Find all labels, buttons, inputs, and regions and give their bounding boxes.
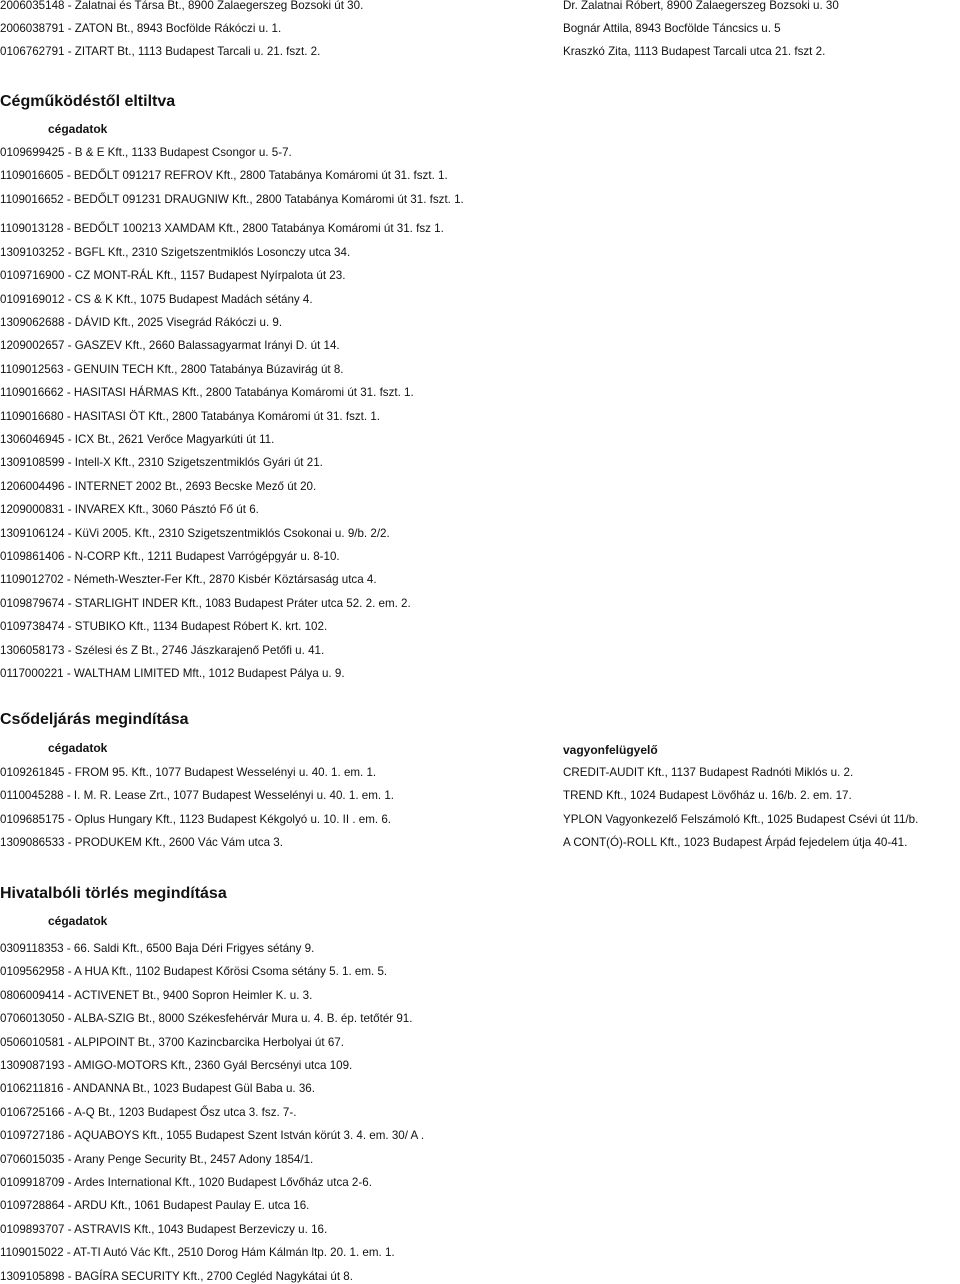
list-item: 0109738474 - STUBIKO Kft., 1134 Budapest Róbert K. krt. 102.: [0, 620, 328, 634]
list-item: 0106725166 - A-Q Bt., 1203 Budapest Ősz utca 3. fsz. 7-.: [0, 1105, 297, 1119]
list-item: 1309106124 - KüVi 2005. Kft., 2310 Szigetszentmiklós Csokonai u. 9/b. 2/2.: [0, 526, 390, 540]
representative-entry: Dr. Zalatnai Róbert, 8900 Zalaegerszeg Bozsoki u. 30: [563, 0, 839, 12]
company-entry: 0109261845 - FROM 95. Kft., 1077 Budapest Wesselényi u. 40. 1. em. 1.: [0, 766, 377, 779]
trustee-entry: CREDIT-AUDIT Kft., 1137 Budapest Radnóti Miklós u. 2.: [563, 766, 854, 779]
list-item: 0109699425 - B & E Kft., 1133 Budapest Csongor u. 5-7.: [0, 146, 292, 159]
list-item: 0706015035 - Arany Penge Security Bt., 2457 Adony 1854/1.: [0, 1152, 314, 1166]
company-entry: 0109685175 - Oplus Hungary Kft., 1123 Budapest Kékgolyó u. 10. II . em. 6.: [0, 813, 391, 826]
section-title: Cégműködéstől eltiltva: [0, 93, 176, 110]
section-title: Csődeljárás megindítása: [0, 711, 189, 728]
list-item: 1109016605 - BEDŐLT 091217 REFROV Kft., 2800 Tatabánya Komáromi út 31. fszt. 1.: [0, 169, 448, 183]
list-item: 1109012563 - GENUIN TECH Kft., 2800 Tatabánya Búzavirág út 8.: [0, 362, 344, 376]
list-item: 1209000831 - INVAREX Kft., 3060 Pásztó Fő út 6.: [0, 503, 259, 517]
list-item: 0109918709 - Ardes International Kft., 1020 Budapest Lővőház utca 2-6.: [0, 1176, 372, 1189]
company-entry: 1309086533 - PRODUKEM Kft., 2600 Vác Vám utca 3.: [0, 836, 283, 849]
trustee-entry: A CONT(Ó)-ROLL Kft., 1023 Budapest Árpád fejedelem útja 40-41.: [563, 836, 908, 849]
list-item: 0706013050 - ALBA-SZIG Bt., 8000 Székesfehérvár Mura u. 4. B. ép. tetőtér 91.: [0, 1012, 413, 1026]
list-item: 1109015022 - AT-TI Autó Vác Kft., 2510 Dorog Hám Kálmán ltp. 20. 1. em. 1.: [0, 1246, 395, 1260]
section-title: Hivatalbóli törlés megindítása: [0, 885, 227, 902]
representative-entry: Bognár Attila, 8943 Bocfölde Táncsics u. 5: [563, 22, 781, 35]
representative-entry: Kraszkó Zita, 1113 Budapest Tarcali utca 21. fszt 2.: [563, 45, 826, 58]
column-header: vagyonfelügyelő: [563, 743, 658, 757]
column-header: cégadatok: [48, 741, 108, 755]
list-item: 0117000221 - WALTHAM LIMITED Mft., 1012 Budapest Pálya u. 9.: [0, 666, 345, 680]
list-item: 0109562958 - A HUA Kft., 1102 Budapest Kőrösi Csoma sétány 5. 1. em. 5.: [0, 965, 388, 979]
list-item: 1309103252 - BGFL Kft., 2310 Szigetszentmiklós Losonczy utca 34.: [0, 245, 351, 259]
company-entry: 2006035148 - Zalatnai és Társa Bt., 8900 Zalaegerszeg Bozsoki út 30.: [0, 0, 364, 12]
list-item: 1309105898 - BAGÍRA SECURITY Kft., 2700 Cegléd Nagykátai út 8.: [0, 1269, 353, 1283]
list-item: 1309087193 - AMIGO-MOTORS Kft., 2360 Gyál Bercsényi utca 109.: [0, 1059, 353, 1072]
list-item: 1109016680 - HASITASI ÖT Kft., 2800 Tatabánya Komáromi út 31. fszt. 1.: [0, 409, 381, 423]
list-item: 0106211816 - ANDANNA Bt., 1023 Budapest Gül Baba u. 36.: [0, 1082, 315, 1096]
trustee-entry: YPLON Vagyonkezelő Felszámoló Kft., 1025 Budapest Csévi út 11/b.: [563, 813, 919, 826]
column-header: cégadatok: [48, 122, 108, 136]
list-item: 0109893707 - ASTRAVIS Kft., 1043 Budapest Berzeviczy u. 16.: [0, 1222, 328, 1236]
list-item: 0109716900 - CZ MONT-RÁL Kft., 1157 Budapest Nyírpalota út 23.: [0, 269, 346, 283]
list-item: 0109728864 - ARDU Kft., 1061 Budapest Paulay E. utca 16.: [0, 1199, 310, 1213]
list-item: 0506010581 - ALPIPOINT Bt., 3700 Kazincbarcika Herbolyai út 67.: [0, 1035, 344, 1049]
company-entry: 2006038791 - ZATON Bt., 8943 Bocfölde Rákóczi u. 1.: [0, 22, 282, 35]
list-item: 1306046945 - ICX Bt., 2621 Verőce Magyarkúti út 11.: [0, 432, 275, 446]
company-entry: 0110045288 - I. M. R. Lease Zrt., 1077 Budapest Wesselényi u. 40. 1. em. 1.: [0, 789, 394, 802]
list-item: 1109012702 - Németh-Weszter-Fer Kft., 2870 Kisbér Köztársaság utca 4.: [0, 573, 377, 587]
list-item: 1109016662 - HASITASI HÁRMAS Kft., 2800 Tatabánya Komáromi út 31. fszt. 1.: [0, 386, 414, 400]
list-item: 0109879674 - STARLIGHT INDER Kft., 1083 Budapest Práter utca 52. 2. em. 2.: [0, 596, 411, 610]
column-header: cégadatok: [48, 914, 108, 928]
list-item: 0109727186 - AQUABOYS Kft., 1055 Budapest Szent István körút 3. 4. em. 30/ A .: [0, 1129, 425, 1143]
list-item: 1206004496 - INTERNET 2002 Bt., 2693 Becske Mező út 20.: [0, 479, 317, 493]
list-item: 0309118353 - 66. Saldi Kft., 6500 Baja Déri Frigyes sétány 9.: [0, 942, 315, 955]
list-item: 1109013128 - BEDŐLT 100213 XAMDAM Kft., 2800 Tatabánya Komáromi út 31. fsz 1.: [0, 222, 444, 236]
list-item: 1209002657 - GASZEV Kft., 2660 Balassagyarmat Irányi D. út 14.: [0, 339, 340, 353]
list-item: 0806009414 - ACTIVENET Bt., 9400 Sopron Heimler K. u. 3.: [0, 988, 313, 1002]
trustee-entry: TREND Kft., 1024 Budapest Lövőház u. 16/b. 2. em. 17.: [563, 789, 852, 802]
list-item: 1309062688 - DÁVID Kft., 2025 Visegrád Rákóczi u. 9.: [0, 315, 283, 329]
list-item: 0109169012 - CS & K Kft., 1075 Budapest Madách sétány 4.: [0, 292, 313, 306]
list-item: 1109016652 - BEDŐLT 091231 DRAUGNIW Kft., 2800 Tatabánya Komáromi út 31. fszt. 1.: [0, 192, 464, 206]
company-entry: 0106762791 - ZITART Bt., 1113 Budapest Tarcali u. 21. fszt. 2.: [0, 45, 321, 58]
list-item: 0109861406 - N-CORP Kft., 1211 Budapest Varrógépgyár u. 8-10.: [0, 549, 340, 563]
list-item: 1309108599 - Intell-X Kft., 2310 Szigetszentmiklós Gyári út 21.: [0, 456, 323, 470]
list-item: 1306058173 - Szélesi és Z Bt., 2746 Jászkarajenő Petőfi u. 41.: [0, 643, 325, 657]
